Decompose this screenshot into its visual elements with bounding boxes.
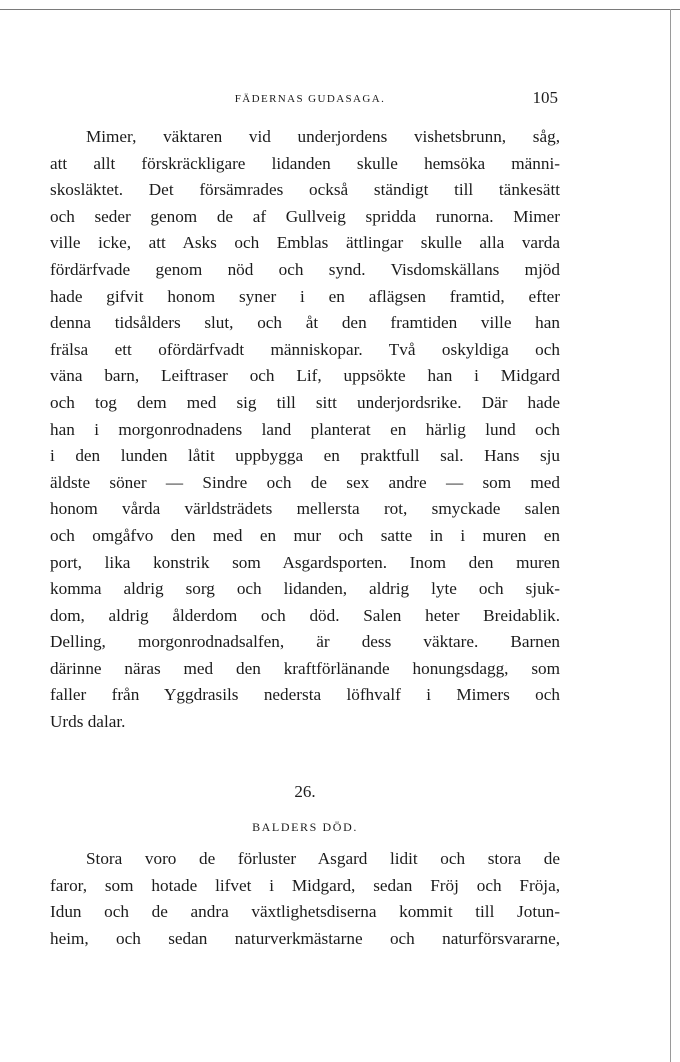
text-line: han i morgonrodnadens land planterat en härlig lund och bbox=[50, 419, 560, 439]
text-line: och tog dem med sig till sitt underjordsrike. Där hade bbox=[50, 392, 560, 412]
text-line: Idun och de andra växtlighetsdiserna kommit till Jotun- bbox=[50, 902, 560, 922]
section-number: 26. bbox=[294, 782, 316, 801]
text-line: hade gifvit honom syner i en aflägsen framtid, efter bbox=[50, 286, 560, 306]
text-line: Mimer, väktaren vid underjordens vishetsbrunn, såg, bbox=[86, 127, 560, 146]
text-line: denna tidsålders slut, och åt den framtiden ville han bbox=[50, 313, 560, 333]
page-number: 105 bbox=[532, 88, 558, 107]
scan-top-rule bbox=[0, 9, 680, 10]
text-line: därinne näras med den kraftförlänande honungsdagg, som bbox=[50, 658, 560, 678]
text-line: äldste söner — Sindre och de sex andre — som med bbox=[50, 472, 560, 492]
running-title: FÄDERNAS GUDASAGA. bbox=[234, 93, 386, 105]
text-line: Stora voro de förluster Asgard lidit och stora de bbox=[86, 849, 560, 868]
text-line: skosläktet. Det försämrades också ständigt till tänkesätt bbox=[50, 180, 560, 200]
text-line: port, lika konstrik som Asgardsporten. Inom den muren bbox=[50, 552, 560, 572]
text-line: Delling, morgonrodnadsalfen, är dess väktare. Barnen bbox=[50, 632, 560, 652]
text-line: dom, aldrig ålderdom och död. Salen heter Breidablik. bbox=[50, 605, 560, 625]
text-line: fördärfvade genom nöd och synd. Visdomskällans mjöd bbox=[50, 259, 560, 279]
text-line: heim, och sedan naturverkmästarne och naturförsvararne, bbox=[50, 928, 560, 948]
text-line: faror, som hotade lifvet i Midgard, sedan Fröj och Fröja, bbox=[50, 875, 560, 895]
text-line: frälsa ett ofördärfvadt människopar. Två oskyldiga och bbox=[50, 339, 560, 359]
running-head bbox=[50, 88, 560, 108]
text-line: komma aldrig sorg och lidanden, aldrig lyte och sjuk- bbox=[50, 579, 560, 599]
text-line: honom vårda världsträdets mellersta rot, smyckade salen bbox=[50, 499, 560, 519]
section-title: BALDERS DÖD. bbox=[252, 820, 358, 834]
paragraph-1 bbox=[50, 124, 560, 736]
text-line: och omgåfvo den med en mur och satte in i muren en bbox=[50, 525, 560, 545]
paragraph-2 bbox=[50, 846, 560, 952]
text-line: Urds dalar. bbox=[50, 712, 126, 732]
text-line: i den lunden låtit uppbygga en praktfull sal. Hans sju bbox=[50, 446, 560, 466]
text-line: ville icke, att Asks och Emblas ättlingar skulle alla varda bbox=[50, 233, 560, 253]
scan-right-edge bbox=[670, 9, 671, 1062]
text-line: att allt förskräckligare lidanden skulle hemsöka männi- bbox=[50, 153, 560, 173]
text-line: väna barn, Leiftraser och Lif, uppsökte han i Midgard bbox=[50, 366, 560, 386]
text-line: och seder genom de af Gullveig spridda runorna. Mimer bbox=[50, 206, 560, 226]
text-line: faller från Yggdrasils nedersta löfhvalf i Mimers och bbox=[50, 685, 560, 705]
